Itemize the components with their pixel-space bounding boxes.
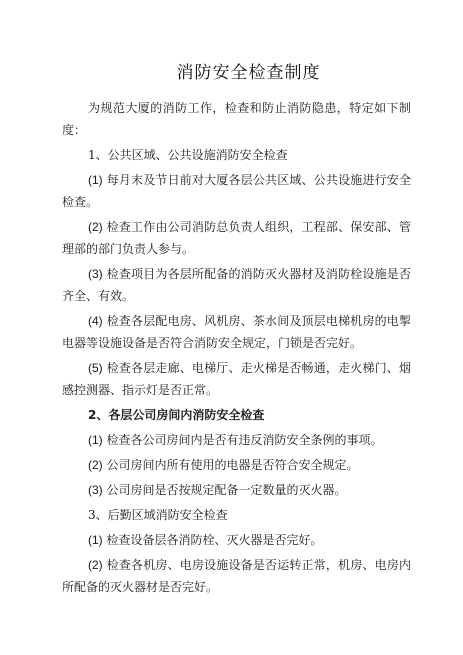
item-text: 检查项目为各层所配备的消防灭火器材及消防栓设施是否齐全、有效。: [62, 267, 411, 303]
list-item: [62, 216, 411, 260]
page-title: 消防安全检查制度: [176, 63, 321, 83]
item-number: (5): [88, 361, 103, 375]
item-text: 检查设备层各消防栓、灭火器是否完好。: [102, 533, 323, 547]
list-item: [62, 554, 411, 598]
item-text: 每月末及节日前对大厦各层公共区域、公共设施进行安全检查。: [62, 173, 411, 209]
item-text: 检查工作由公司消防总负责人组织，工程部、保安部、管理部的部门负责人参与。: [62, 220, 411, 256]
section-1: [62, 144, 411, 401]
item-number: (2): [88, 558, 103, 572]
item-number: (2): [88, 220, 103, 234]
section-heading: 3、后勤区域消防安全检查: [88, 508, 228, 522]
item-text: 公司房间内所有使用的电器是否符合安全规定。: [102, 458, 359, 472]
item-text: 检查各机房、电房设施设备是否运转正常，机房、电房内所配备的灭火器材是否完好。: [62, 558, 411, 594]
list-item: [62, 454, 411, 476]
list-item: [62, 357, 411, 401]
list-item: [62, 429, 411, 451]
item-number: (1): [88, 173, 103, 187]
list-item: [62, 310, 411, 354]
item-text: 检查各层走廊、电梯厅、走火梯是否畅通，走火梯门、烟感控测器、指示灯是否正常。: [62, 361, 411, 397]
section-heading: 1、公共区域、公共设施消防安全检查: [88, 148, 288, 162]
list-item: [62, 169, 411, 213]
intro-paragraph: 为规范大厦的消防工作，检查和防止消防隐患，特定如下制度：: [62, 101, 411, 137]
item-number: (1): [88, 533, 103, 547]
section-3: [62, 504, 411, 598]
list-item: [62, 263, 411, 307]
item-number: (3): [88, 483, 103, 497]
list-item: [62, 529, 411, 551]
item-number: (1): [88, 433, 103, 447]
section-2: [62, 404, 411, 501]
list-item: [62, 479, 411, 501]
item-number: (2): [88, 458, 103, 472]
item-text: 检查各公司房间内是否有违反消防安全条例的事项。: [102, 433, 383, 447]
item-number: (3): [88, 267, 103, 281]
item-text: 检查各层配电房、风机房、茶水间及顶层电梯机房的电掣电器等设施设备是否符合消防安全规定，门锁是否完好。: [62, 314, 411, 350]
item-text: 公司房间是否按规定配备一定数量的灭火器。: [102, 483, 347, 497]
item-number: (4): [88, 314, 103, 328]
section-heading: 2、各层公司房间内消防安全检查: [88, 408, 265, 422]
